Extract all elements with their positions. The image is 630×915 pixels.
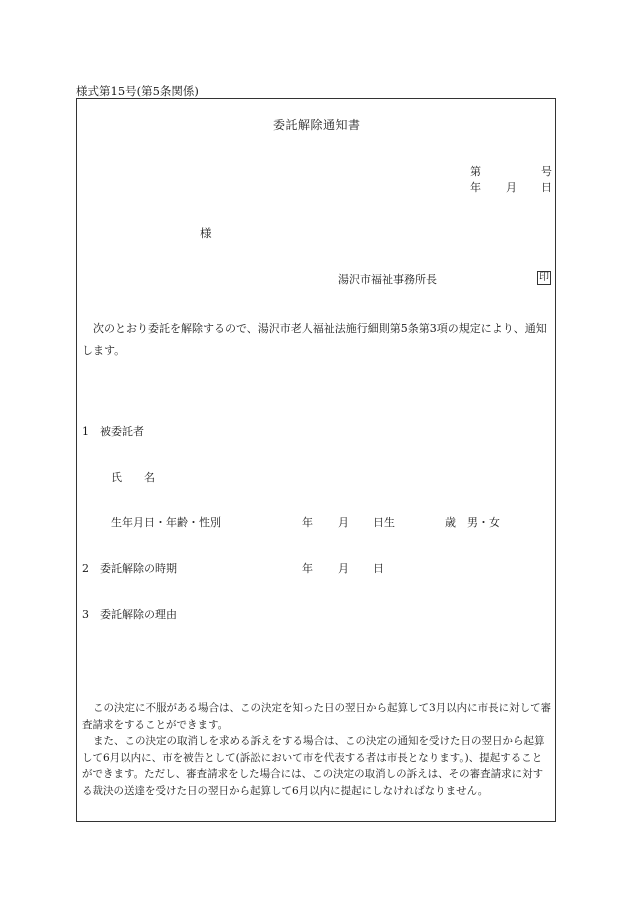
appeal-notice-paragraph-1: この決定に不服がある場合は、この決定を知った日の翌日から起算して3月以内に市長に対して審査請求をすることができます。	[82, 702, 552, 731]
intro-text: 次のとおり委託を解除するので、湯沢市老人福祉法施行細則第5条第3項の規定により、通知します。	[82, 322, 547, 357]
birth-year-label: 年	[302, 516, 313, 529]
seal-stamp: 印	[539, 272, 549, 283]
cancel-month-label: 月	[338, 562, 349, 575]
sex-label: 男・女	[467, 516, 500, 529]
section-2-heading: 2 委託解除の時期	[82, 562, 177, 575]
age-label: 歳	[445, 516, 456, 529]
cancel-day-label: 日	[373, 562, 384, 575]
appeal-notice	[82, 700, 552, 799]
number-suffix: 号	[541, 165, 552, 178]
appeal-notice-paragraph-2: また、この決定の取消しを求める訴えをする場合は、この決定の通知を受けた日の翌日から起算して6月以内に、市を被告として(訴訟において市を代表する者は市長となります。)、提起することができます。ただし、審査請求をした場合には、この決定の取消しの訴えは、その審査請求に対する裁決の送達を受けた日の翌日から起算して6月以内に提起にしなければなりません。	[82, 735, 545, 797]
section-3-heading: 3 委託解除の理由	[82, 608, 177, 621]
birth-label: 生年月日・年齢・性別	[111, 516, 221, 529]
date-day-label: 日	[541, 181, 552, 194]
date-month-label: 月	[506, 181, 517, 194]
name-label: 氏 名	[111, 471, 155, 484]
cancel-year-label: 年	[302, 562, 313, 575]
date-year-label: 年	[470, 181, 481, 194]
number-prefix: 第	[470, 165, 481, 178]
section-1-heading: 1 被委託者	[82, 425, 144, 438]
addressee-suffix: 様	[200, 226, 212, 240]
form-number-label: 様式第15号(第5条関係)	[76, 84, 199, 98]
document-title: 委託解除通知書	[273, 118, 361, 132]
birth-month-label: 月	[338, 516, 349, 529]
birth-day-label: 日生	[373, 516, 395, 529]
issuer-name: 湯沢市福祉事務所長	[338, 273, 437, 286]
